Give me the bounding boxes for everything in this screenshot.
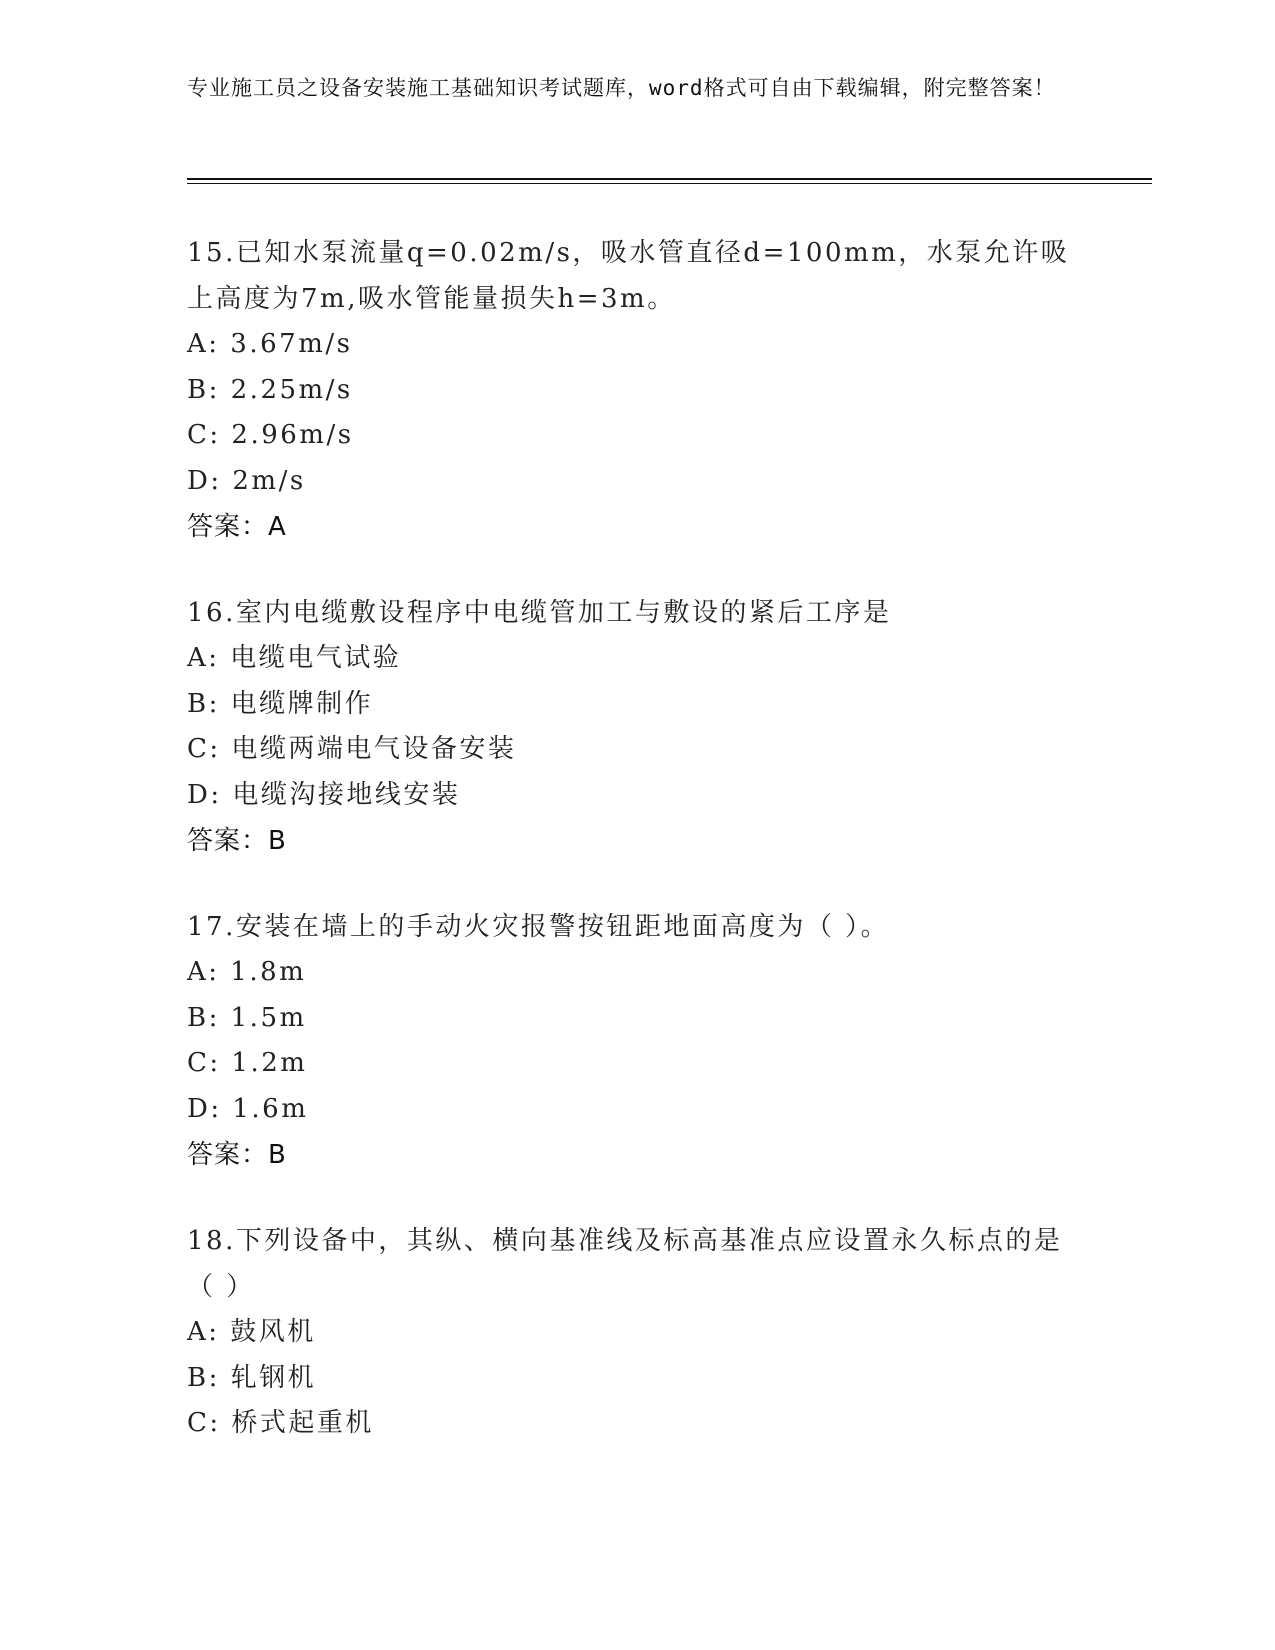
answer-option: C: 桥式起重机 [187, 1408, 374, 1438]
answer-option: D: 1.6m [187, 1093, 309, 1124]
answer-option: C: 2.96m/s [187, 420, 354, 450]
question-stem: 18.下列设备中，其纵、横向基准线及标高基准点应设置永久标点的是（ ） [187, 1226, 1063, 1302]
answer-option: B: 电缆牌制作 [187, 688, 374, 719]
question-block [187, 1218, 1087, 1447]
answer-option: A: 1.8m [187, 957, 307, 987]
question-block [187, 230, 1087, 550]
question-block [187, 904, 1087, 1178]
question-stem: 16.室内电缆敷设程序中电缆管加工与敷设的紧后工序是 [187, 598, 892, 628]
answer-key: 答案：B [187, 826, 287, 856]
answer-option: A: 电缆电气试验 [187, 643, 402, 673]
answer-option: A: 鼓风机 [187, 1317, 316, 1347]
answer-key: 答案：A [187, 512, 287, 542]
question-list [187, 230, 1087, 1487]
answer-option: D: 2m/s [187, 465, 306, 496]
answer-option: C: 电缆两端电气设备安装 [187, 734, 517, 764]
answer-option: C: 1.2m [187, 1048, 308, 1078]
question-block [187, 590, 1087, 864]
header-divider-thick [187, 178, 1152, 180]
answer-option: B: 轧钢机 [187, 1362, 317, 1393]
answer-option: B: 1.5m [187, 1002, 307, 1033]
header-divider-thin [187, 183, 1152, 184]
answer-option: A: 3.67m/s [187, 329, 353, 359]
question-stem: 17.安装在墙上的手动火灾报警按钮距地面高度为（ ）。 [187, 912, 890, 942]
answer-key: 答案：B [187, 1140, 287, 1170]
answer-option: B: 2.25m/s [187, 374, 353, 405]
answer-option: D: 电缆沟接地线安装 [187, 779, 461, 810]
document-intro: 专业施工员之设备安装施工基础知识考试题库，word格式可自由下载编辑，附完整答案！ [187, 76, 1056, 100]
question-stem: 15.已知水泵流量q=0.02m/s，吸水管直径d=100mm，水泵允许吸上高度为7m,吸水管能量损失h=3m。 [187, 238, 1070, 314]
